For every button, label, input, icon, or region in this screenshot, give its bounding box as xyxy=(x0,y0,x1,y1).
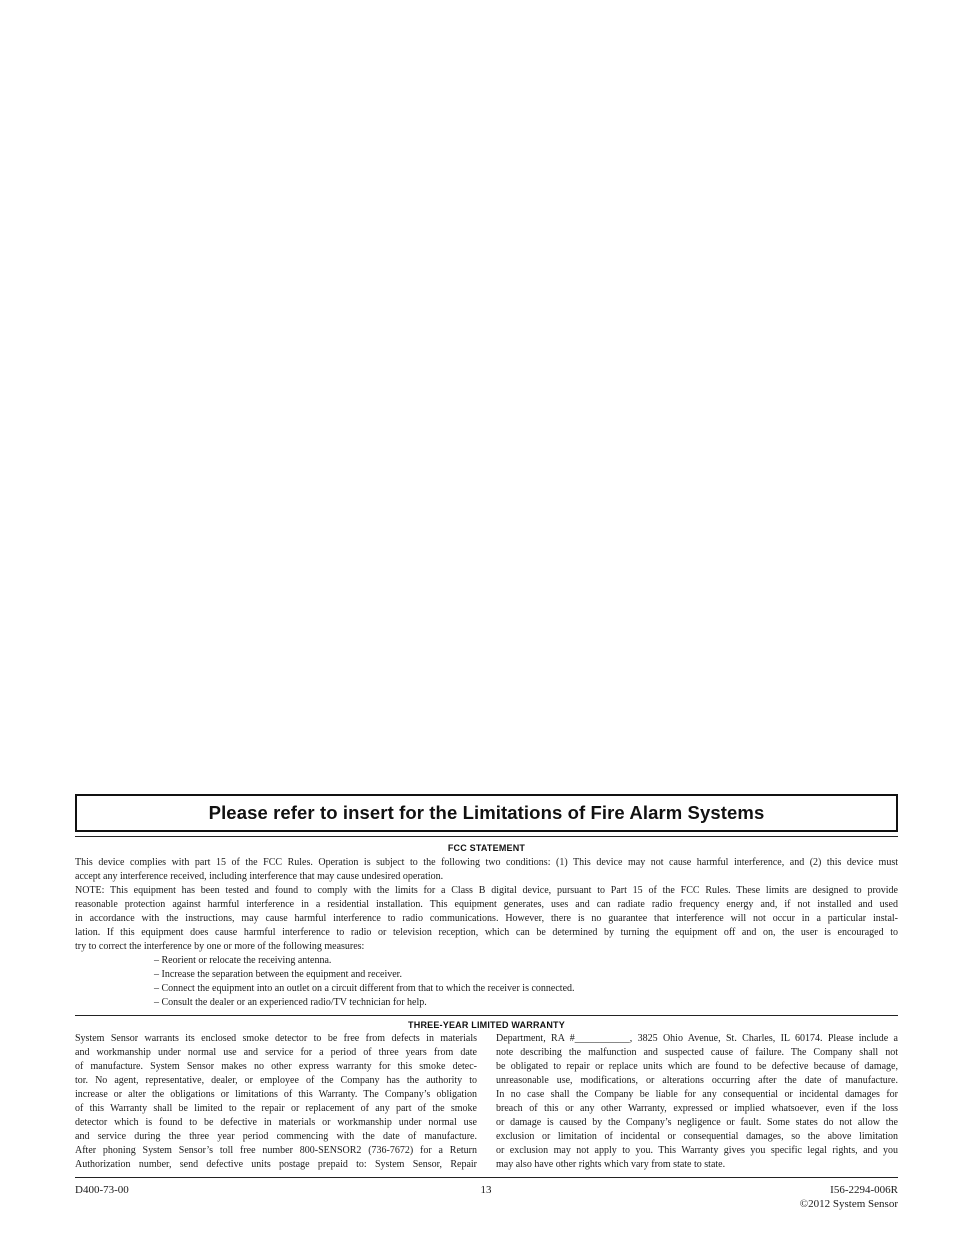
fcc-paragraph-2 xyxy=(75,884,898,940)
warranty-line: may also have other rights which vary from state to state. xyxy=(496,1159,726,1170)
warranty-line: and service during the three year period commencing with the date of manufacture. xyxy=(75,1131,477,1142)
warranty-line: System Sensor warrants its enclosed smoke detector to be free from defects in materials xyxy=(75,1033,477,1044)
warranty-line: of manufacture. System Sensor makes no other express warranty for this smoke detec- xyxy=(75,1061,477,1072)
warranty-line: increase or alter the obligations or limitations of this Warranty. The Company’s obligation xyxy=(75,1089,477,1100)
fcc-measure-item: – Consult the dealer or an experienced radio/TV technician for help. xyxy=(154,997,427,1008)
fcc-paragraph-1-end xyxy=(75,870,898,884)
warranty-line: tor. No agent, representative, dealer, or employee of the Company has the authority to xyxy=(75,1075,477,1086)
warranty-line: detector which is found to be defective in materials or workmanship under normal use xyxy=(75,1117,477,1128)
warranty-line: In no case shall the Company be liable for any consequential or incidental damages for xyxy=(496,1089,898,1100)
footer-doc-number: I56-2294-006R xyxy=(830,1184,898,1196)
divider-bottom xyxy=(75,1177,898,1178)
warranty-line: unreasonable use, modifications, or alterations occurring after the date of manufacture. xyxy=(496,1075,898,1086)
divider-top xyxy=(75,836,898,837)
footer-part-number: D400-73-00 xyxy=(75,1184,129,1196)
warranty-line: note describing the malfunction and suspected cause of failure. The Company shall not xyxy=(496,1047,898,1058)
fcc-paragraph-2-end xyxy=(75,940,898,954)
fcc-p1-line: accept any interference received, including interference that may cause undesired operation. xyxy=(75,871,444,882)
divider-middle xyxy=(75,1015,898,1016)
warranty-line: Department, RA #___________, 3825 Ohio Avenue, St. Charles, IL 60174. Please include a xyxy=(496,1033,898,1044)
fcc-p2-line: NOTE: This equipment has been tested and found to comply with the limits for a Class B digital device, pursuant to Part 15 of the FCC Rules. These limits are designed to provide xyxy=(75,885,898,896)
fcc-measure-item: – Increase the separation between the equipment and receiver. xyxy=(154,969,402,980)
footer-page-number: 13 xyxy=(480,1184,492,1196)
limitations-banner xyxy=(75,794,898,832)
warranty-line: exclusion or limitation of incidental or consequential damages, so the above limitation xyxy=(496,1131,898,1142)
fcc-p2-line: reasonable protection against harmful interference in a residential installation. This equipment generates, uses and can radiate radio frequency energy and, if not installed and used xyxy=(75,899,898,910)
warranty-line: and workmanship under normal use and service for a period of three years from date xyxy=(75,1047,477,1058)
fcc-heading: FCC STATEMENT xyxy=(447,843,526,853)
warranty-right-column xyxy=(496,1032,898,1172)
warranty-heading: THREE-YEAR LIMITED WARRANTY xyxy=(408,1020,565,1030)
warranty-line: After phoning System Sensor’s toll free number 800-SENSOR2 (736-7672) for a Return xyxy=(75,1145,477,1156)
warranty-line: or damage is caused by the Company’s negligence or fault. Some states do not allow the xyxy=(496,1117,898,1128)
warranty-line: of this Warranty shall be limited to the repair or replacement of any part of the smoke xyxy=(75,1103,477,1114)
fcc-p2-line: try to correct the interference by one or more of the following measures: xyxy=(75,941,365,952)
warranty-line: breach of this or any other Warranty, expressed or implied whatsoever, even if the loss xyxy=(496,1103,898,1114)
fcc-paragraph-1 xyxy=(75,856,898,870)
fcc-p2-line: in accordance with the instructions, may cause harmful interference to radio communications. However, there is no guarantee that interference will not occur in a particular instal- xyxy=(75,913,898,924)
fcc-p1-line: This device complies with part 15 of the FCC Rules. Operation is subject to the following two conditions: (1) This device may not cause harmful interference, and (2) this device must xyxy=(75,857,898,868)
warranty-left-column xyxy=(75,1032,477,1172)
warranty-line: or exclusion may not apply to you. This Warranty gives you specific legal rights, and you xyxy=(496,1145,898,1156)
fcc-p2-line: lation. If this equipment does cause harmful interference to radio or television reception, which can be determined by turning the equipment off and on, the user is encouraged to xyxy=(75,927,898,938)
warranty-line: Authorization number, send defective units postage prepaid to: System Sensor, Repair xyxy=(75,1159,477,1170)
fcc-measure-item: – Reorient or relocate the receiving antenna. xyxy=(154,955,332,966)
banner-title: Please refer to insert for the Limitations of Fire Alarm Systems xyxy=(208,802,765,823)
fcc-measure-item: – Connect the equipment into an outlet on a circuit different from that to which the receiver is connected. xyxy=(154,983,575,994)
footer-copyright: ©2012 System Sensor xyxy=(799,1198,898,1210)
warranty-line: be obligated to repair or replace units which are found to be defective because of damage, xyxy=(496,1061,898,1072)
footer-right-block xyxy=(800,1183,898,1211)
